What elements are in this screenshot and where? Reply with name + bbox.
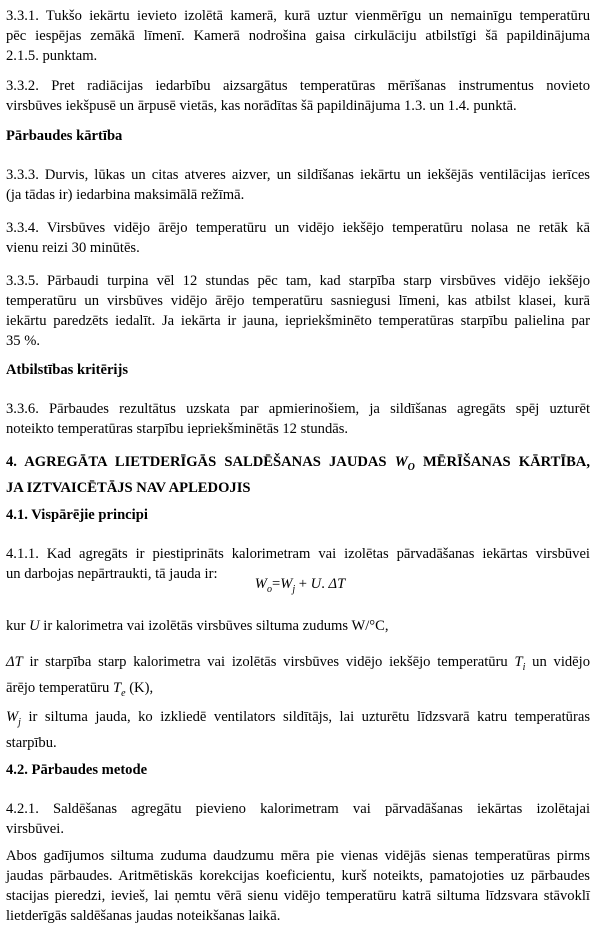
text-line: temperatūru un virsbūves vidējo ārējo temperatūru sasniegusi līmeni, kas atbilst klasei, kurā	[6, 293, 590, 309]
heading-atbilstibas-kriterijs: Atbilstības kritērijs	[6, 362, 129, 378]
symbol-delta-t: ΔT	[6, 654, 23, 670]
paragraph-abos	[6, 846, 590, 926]
text-line: 4.1.1. Kad agregāts ir piestiprināts kalorimetram vai izolētas pārvadāšanas iekārtas virsbūvei	[6, 546, 590, 562]
text-line: virsbūvei.	[6, 821, 64, 837]
formula-subscript: o	[266, 583, 272, 595]
symbol-subscript: i	[522, 661, 526, 673]
text-line: lietderīgās saldēšanas jaudas noteikšanas laikā.	[6, 908, 281, 924]
text-line	[6, 707, 590, 733]
paragraph-3-3-6	[6, 399, 590, 439]
text-line: noteikto temperatūras starpību iepriekšminētās 12 stundās.	[6, 421, 349, 437]
heading-4-1: 4.1. Vispārējie principi	[6, 507, 148, 523]
text-line: 3.3.2. Pret radiācijas iedarbību aizsargātus temperatūras mērīšanas instrumentus novieto	[6, 78, 590, 94]
heading-text: MĒRĪŠANAS KĀRTĪBA,	[414, 454, 590, 470]
symbol-w: W	[394, 454, 408, 470]
text: ir starpība starp kalorimetra vai izolētās virsbūves vidējo iekšējo temperatūru	[22, 654, 515, 670]
symbol-wj: W	[6, 709, 19, 725]
heading-text: 4. AGREGĀTA LIETDERĪGĀS SALDĒŠANAS JAUDAS	[6, 454, 395, 470]
heading-section-4	[6, 452, 590, 498]
symbol-te: T	[112, 679, 122, 696]
symbol-u: U	[29, 618, 40, 634]
text-line	[6, 616, 590, 636]
formula-symbol: W	[280, 576, 293, 592]
paragraph-3-3-3	[6, 165, 590, 205]
heading-line	[6, 452, 590, 478]
text: ir siltuma jauda, ko izkliedē ventilators sildītājs, lai uzturētu līdzsvarā katru temperatūras	[20, 709, 590, 725]
text-line: 2.1.5. punktam.	[6, 48, 98, 64]
heading-parbaudes-kartiba: Pārbaudes kārtība	[6, 128, 123, 144]
text-line: starpību.	[6, 734, 57, 751]
paragraph-delta-t	[6, 652, 590, 704]
text-line	[6, 678, 590, 704]
text-line: virsbūves iekšpusē un ārpusē vietās, kas norādītas šā papildinājuma 1.3. un 1.4. punktā.	[6, 98, 517, 114]
text: (K),	[125, 679, 154, 696]
paragraph-3-3-4	[6, 218, 590, 258]
formula-symbol: ΔT	[328, 576, 346, 592]
text-line: 3.3.3. Durvis, lūkas un citas atveres aizver, un sildīšanas iekārtu un iekšējās ventilācijas ierīces	[6, 167, 590, 183]
paragraph-3-3-2	[6, 76, 590, 116]
formula-subscript: j	[292, 583, 296, 595]
text-line: 35 %.	[6, 333, 41, 349]
paragraph-wj	[6, 707, 590, 753]
text-line: 4.2.1. Saldēšanas agregātu pievieno kalorimetram vai pārvadāšanas iekārtas izolētajai	[6, 801, 590, 817]
paragraph-kur-u	[6, 616, 590, 636]
formula-symbol: W	[254, 576, 267, 592]
formula-operator: .	[321, 576, 329, 592]
text-line: Abos gadījumos siltuma zuduma daudzumu mēra pie vienas vidējās sienas temperatūras pirms	[6, 848, 590, 864]
paragraph-4-2-1	[6, 799, 590, 839]
paragraph-3-3-5	[6, 271, 590, 351]
text-line: jaudas pārbaudes. Aritmētiskās korekcijas koeficientu, kurš noteikts, pamatojoties uz pārbaudes	[6, 868, 590, 884]
heading-line: JA IZTVAICĒTĀJS NAV APLEDOJIS	[6, 479, 251, 496]
text-line: (ja tādas ir) iedarbina maksimālā režīmā.	[6, 187, 245, 203]
text-line: 3.3.6. Pārbaudes rezultātus uzskata par apmierinošiem, ja sildīšanas agregāts spēj uzturēt	[6, 401, 590, 417]
text-line: pēc iespējas zemākā līmenī. Kamerā nodrošina gaisa cirkulāciju atbilstīgi šā papildinājuma	[6, 28, 590, 44]
paragraph-3-3-1	[6, 6, 590, 66]
symbol-ti: T	[514, 654, 523, 670]
text-line: 3.3.1. Tukšo iekārtu ievieto izolētā kamerā, kurā uztur vienmērīgu un nemainīgu temperatūru	[6, 8, 590, 24]
text-line	[6, 652, 590, 678]
text: ārējo temperatūru	[6, 679, 113, 696]
text-line: un darbojas nepārtraukti, tā jauda ir:	[6, 566, 218, 582]
text-line: vienu reizi 30 minūtēs.	[6, 240, 140, 256]
text: un vidējo	[525, 654, 591, 670]
formula-symbol: U	[310, 576, 322, 592]
symbol-subscript: e	[121, 687, 126, 699]
formula-operator: =	[271, 576, 281, 592]
text-line: 3.3.5. Pārbaudi turpina vēl 12 stundas pēc tam, kad starpība starp virsbūves vidējo iekšējo	[6, 273, 590, 289]
formula-wo	[0, 574, 600, 600]
text: kur	[6, 618, 30, 634]
formula-operator: +	[295, 576, 311, 592]
heading-4-2: 4.2. Pārbaudes metode	[6, 762, 148, 778]
text-line: stacijas pieredzi, ievieš, lai ņemtu vērā sienu vidējo temperatūru katrā siltuma līdzsvara stāvoklī	[6, 888, 590, 904]
text-line: iekārtu paredzēts iedalīt. Ja iekārta ir jauna, iepriekšminēto temperatūras starpību palielina par	[6, 313, 590, 329]
symbol-subscript: j	[18, 716, 21, 728]
text-line: 3.3.4. Virsbūves vidējo ārējo temperatūru un vidējo iekšējo temperatūru nolasa ne retāk kā	[6, 220, 590, 236]
text: ir kalorimetra vai izolētās virsbūves siltuma zudums W/°C,	[39, 618, 389, 634]
symbol-subscript: O	[407, 461, 415, 473]
